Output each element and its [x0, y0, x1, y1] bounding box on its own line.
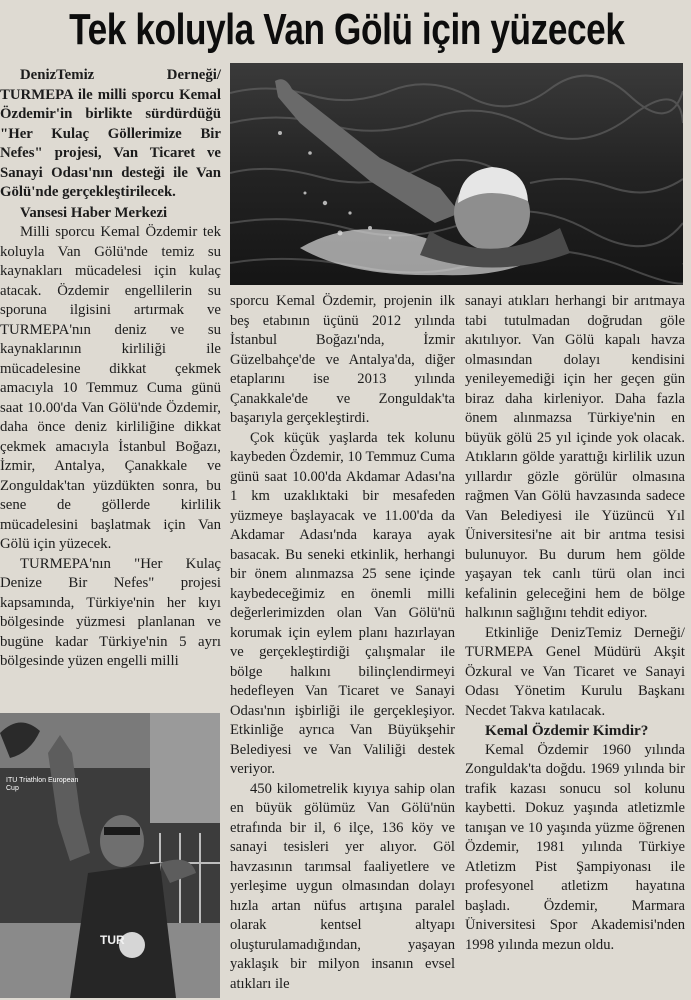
runner-photo [0, 713, 220, 998]
col1-paragraph-2: TURMEPA'nın "Her Kulaç Denize Bir Nefes" projesi kapsamında, Türkiye'nin her kıyı bölgesinde yüzmesi planlanan ve bugüne kadar Türkiye'nin 5 ayrı bölgesinde yüzen engelli milli [0, 555, 221, 669]
subhead-who-is: Kemal Özdemir Kimdir? [485, 722, 649, 739]
col2-paragraph-1: sporcu Kemal Özdemir, projenin ilk beş etabının üçünü 2012 yılında İstanbul Boğazı'nda, İzmir Güzelbahçe'de ve Antalya'da, diğer etaplarını ise 2013 yılında Çanakkale'de ve Zonguldak'ta başarıyla gerçekleştirdi. [230, 293, 455, 426]
col1-paragraph-1: Milli sporcu Kemal Özdemir tek koluyla Van Gölü'nde temiz su kaynakları mücadelesi için kulaç atacak. Özdemir engellilerin su sporuna ilgisini artırmak ve TURMEPA'nın deniz ve su kaynaklarının kirliliği ile mücadelesine dikkat çekmek amacıyla 10 Temmuz Cuma günü saat 10.00'da Van Gölü'nde Özdemir, daha önce deniz kirliliğine dikkat çekmek amacıyla İstanbul Boğazı, İzmir, Antalya, Çanakkale ve Zonguldak'tan yüzdükten sonra, bu sene de göllerde kirlilik mücadelesini başlatmak için Van Gölü için yüzecek. [0, 224, 221, 552]
col3-bio-paragraph: Kemal Özdemir 1960 yılında Zonguldak'ta doğdu. 1969 yılında bir trafik kazası sonucu sol kolunu kaybetti. Dokuz yaşında atletizmle tanışan ve 10 yaşında yüzme öğrenen Özdemir, 1981 yılında Türkiye Atletizm Pist Şampiyonası ile profesyonel atletizm hayatına başladı. Özdemir, Marmara Üniversitesi Spor Akademisi'nden 1998 yılında mezun oldu. [465, 741, 685, 953]
col3-paragraph-2: Etkinliğe DenizTemiz Derneği/ TURMEPA Genel Müdürü Akşit Özkural ve Van Ticaret ve Sanayi Odası Yönetim Kurulu Başkanı Necdet Takva katılacak. [465, 624, 685, 719]
lead-paragraph: DenizTemiz Derneği/ TURMEPA ile milli sporcu Kemal Özdemir'in birlikte sürdürdüğü "Her Kulaç Göllerimize Bir Nefes" projesi, Van Ticaret ve Sanayi Odası'nın desteği ile Van Gölü'nde gerçekleştirilecek. [0, 67, 221, 200]
col2-paragraph-3: 450 kilometrelik kıyıya sahip olan en büyük gölümüz Van Gölü'nün etrafında bir il, 6 ilçe, 136 köy ve sanayi tesisleri yer alıyor. Göl havzasının tarımsal faaliyetlere ve yerleşime uygun olmasından dolayı hızla artan nüfus artışına paralel olarak kentsel altyapı oluşturulamadığından, yaşayan yaklaşık bir milyon insanın evsel atıkları ile [230, 780, 455, 992]
country-flag-label: TUR [100, 933, 125, 947]
swimmer-photo [230, 63, 683, 285]
byline-text: Vansesi Haber Merkezi [20, 204, 168, 221]
byline [0, 204, 221, 224]
race-banner: ITU Triathlon European Cup [6, 777, 79, 792]
column-2 [230, 292, 455, 994]
col3-paragraph-1: sanayi atıkları herhangi bir arıtmaya tabi tutulmadan doğrudan göle akıtılıyor. Van Gölü kapalı havza olmasından dolayı kendisini yenileyemediği için her geçen gün biraz daha kirleniyor. Daha fazla önem alınmazsa Türkiye'nin en büyük gölü 25 yıl içinde yok olacak. Atıkların gölde yarattığı kirlilik uzun yıllardır gözle görülür olmasına rağmen Van Gölü havzasında sadece Van Belediyesi ile Yüzüncü Yıl Üniversitesi'ne ait bir arıtma tesisi bulunuyor. Bu durum hem gölde yaşayan tek canlı türü olan inci kefalinin geleceğini hem de bölge halkının sağlığını tehdit ediyor. [465, 293, 685, 621]
column-3 [465, 292, 685, 955]
headline: Tek koluyla Van Gölü için yüzecek [69, 5, 625, 54]
runner-image [0, 713, 220, 998]
swimmer-image [230, 63, 683, 285]
column-1 [0, 66, 221, 672]
col2-paragraph-2: Çok küçük yaşlarda tek kolunu kaybeden Özdemir, 10 Temmuz Cuma günü saat 10.00'da Akdamar Adası'na 1 km uzaklıktaki bir mesafeden yüzmeye başlayacak ve 11.00'da da Akdamar Adası'nda karaya ayak basacak. Bu seneki etkinlik, herhangi bir önem alınmazsa 25 sene içinde kaybedeceğimiz en önemli milli değerlerimizden olan Van Gölü'nü korumak için eylem planı hazırlayan ve gerçekleştirdiği çalışmalar ile bölge halkını bilinçlendirmeyi hedefleyen Van Ticaret ve Sanayi Odası'nın işbirliği ile gerçekleşiyor. Etkinliğe ayrıca Van Büyükşehir Belediyesi ve Van Valiliği destek veriyor. [230, 429, 455, 777]
